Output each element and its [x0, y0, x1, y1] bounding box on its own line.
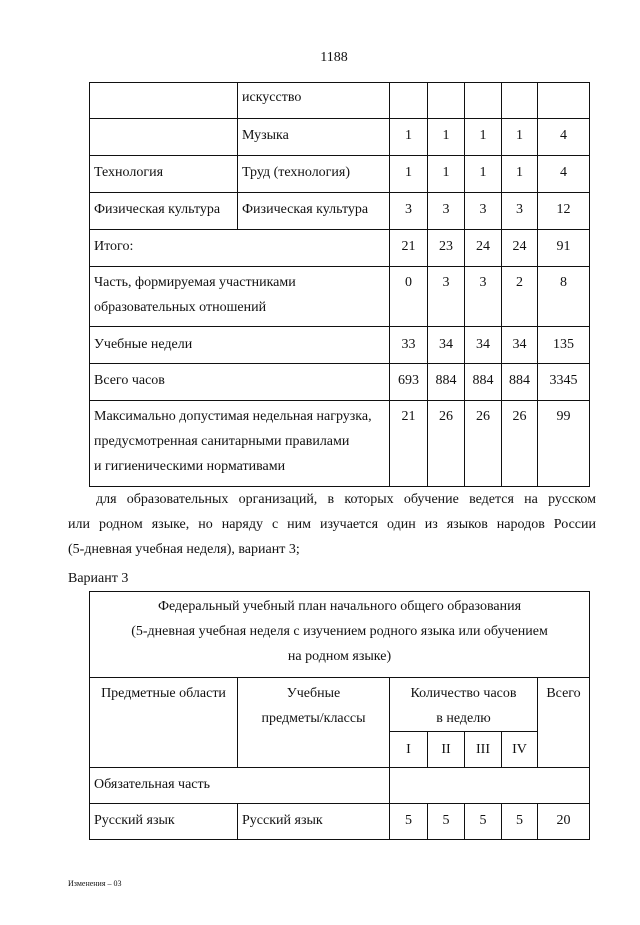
total-label: Итого: — [90, 230, 390, 267]
part-row — [90, 267, 590, 327]
hours-cell — [465, 83, 502, 119]
table-row — [90, 119, 590, 156]
hours-cell: 26 — [502, 401, 538, 487]
total-row — [90, 230, 590, 267]
hours-cell — [428, 83, 465, 119]
class-header: IV — [502, 732, 538, 768]
mandatory-row — [90, 768, 590, 804]
hours-cell: 26 — [465, 401, 502, 487]
hours-cell: 5 — [428, 804, 465, 840]
area-cell: Физическая культура — [90, 193, 238, 230]
total-cell: 12 — [538, 193, 590, 230]
mandatory-empty — [390, 768, 590, 804]
hours-cell: 34 — [428, 327, 465, 364]
area-cell — [90, 83, 238, 119]
part-label-line: образовательных отношений — [94, 300, 267, 315]
paragraph-line: для образовательных организаций, в которых обучение ведется на русском — [96, 492, 596, 507]
hours-cell: 24 — [502, 230, 538, 267]
table-row — [90, 156, 590, 193]
subject-cell: искусство — [238, 83, 390, 119]
hours-cell: 1 — [502, 156, 538, 193]
variant-label: Вариант 3 — [68, 571, 129, 586]
total-cell: 3345 — [538, 364, 590, 401]
hours-cell: 1 — [428, 119, 465, 156]
hours-cell: 0 — [390, 267, 428, 327]
hours-cell: 1 — [502, 119, 538, 156]
hours-label: Всего часов — [90, 364, 390, 401]
hours-row — [90, 364, 590, 401]
hours-cell: 1 — [428, 156, 465, 193]
hours-cell: 5 — [502, 804, 538, 840]
header-hours-line: в неделю — [436, 711, 491, 726]
hours-cell: 3 — [428, 193, 465, 230]
total-cell: 4 — [538, 156, 590, 193]
hours-cell: 1 — [465, 119, 502, 156]
part-label — [90, 267, 390, 327]
total-cell: 99 — [538, 401, 590, 487]
curriculum-table-continued — [89, 82, 590, 487]
total-cell: 8 — [538, 267, 590, 327]
hours-cell: 884 — [465, 364, 502, 401]
hours-cell — [390, 83, 428, 119]
subject-cell: Физическая культура — [238, 193, 390, 230]
weeks-label: Учебные недели — [90, 327, 390, 364]
area-cell: Технология — [90, 156, 238, 193]
footer-note: Изменения – 03 — [68, 879, 122, 888]
max-load-line: предусмотренная санитарными правилами — [94, 434, 350, 449]
hours-cell: 693 — [390, 364, 428, 401]
table-row — [90, 83, 590, 119]
max-load-label — [90, 401, 390, 487]
header-hours-per-week — [390, 678, 538, 732]
body-paragraph — [68, 487, 596, 562]
header-subjects-line: предметы/классы — [261, 711, 366, 726]
subject-cell: Музыка — [238, 119, 390, 156]
header-hours-line: Количество часов — [410, 686, 517, 701]
hours-cell: 34 — [502, 327, 538, 364]
area-cell — [90, 119, 238, 156]
hours-cell: 24 — [465, 230, 502, 267]
hours-cell: 884 — [502, 364, 538, 401]
hours-cell: 21 — [390, 401, 428, 487]
table-title-line: на родном языке) — [287, 649, 392, 664]
table-title-line: (5-дневная учебная неделя с изучением родного языка или обучением — [131, 624, 548, 639]
table-title — [90, 592, 590, 678]
page-number: 1188 — [320, 50, 348, 65]
max-load-line: и гигиеническими нормативами — [94, 459, 286, 474]
header-subjects-line: Учебные — [286, 686, 341, 701]
table-row — [90, 804, 590, 840]
hours-cell: 1 — [465, 156, 502, 193]
total-cell: 20 — [538, 804, 590, 840]
hours-cell: 1 — [390, 156, 428, 193]
hours-cell: 3 — [502, 193, 538, 230]
hours-cell: 5 — [390, 804, 428, 840]
table-row — [90, 193, 590, 230]
paragraph-line: или родном языке, но наряду с ним изучается один из языков народов России — [68, 517, 596, 532]
header-row — [90, 678, 590, 732]
area-cell: Русский язык — [90, 804, 238, 840]
table-title-row — [90, 592, 590, 678]
total-cell — [538, 83, 590, 119]
hours-cell: 26 — [428, 401, 465, 487]
hours-cell: 33 — [390, 327, 428, 364]
part-label-line: Часть, формируемая участниками — [94, 275, 296, 290]
hours-cell: 3 — [465, 193, 502, 230]
hours-cell: 5 — [465, 804, 502, 840]
max-load-row — [90, 401, 590, 487]
hours-cell: 2 — [502, 267, 538, 327]
hours-cell: 21 — [390, 230, 428, 267]
hours-cell: 3 — [428, 267, 465, 327]
hours-cell: 1 — [390, 119, 428, 156]
total-cell: 91 — [538, 230, 590, 267]
class-header: II — [428, 732, 465, 768]
paragraph-line: (5-дневная учебная неделя), вариант 3; — [68, 542, 300, 557]
hours-cell: 34 — [465, 327, 502, 364]
weeks-row — [90, 327, 590, 364]
mandatory-label: Обязательная часть — [90, 768, 390, 804]
total-cell: 4 — [538, 119, 590, 156]
total-cell: 135 — [538, 327, 590, 364]
hours-cell — [502, 83, 538, 119]
header-subject-area: Предметные области — [90, 678, 238, 768]
hours-cell: 3 — [465, 267, 502, 327]
table-title-line: Федеральный учебный план начального общего образования — [157, 599, 522, 614]
subject-cell: Труд (технология) — [238, 156, 390, 193]
class-header: III — [465, 732, 502, 768]
hours-cell: 3 — [390, 193, 428, 230]
hours-cell: 884 — [428, 364, 465, 401]
header-subjects — [238, 678, 390, 768]
class-header: I — [390, 732, 428, 768]
subject-cell: Русский язык — [238, 804, 390, 840]
hours-cell: 23 — [428, 230, 465, 267]
header-total: Всего — [538, 678, 590, 768]
federal-curriculum-table — [89, 591, 590, 840]
max-load-line: Максимально допустимая недельная нагрузка, — [94, 409, 372, 424]
